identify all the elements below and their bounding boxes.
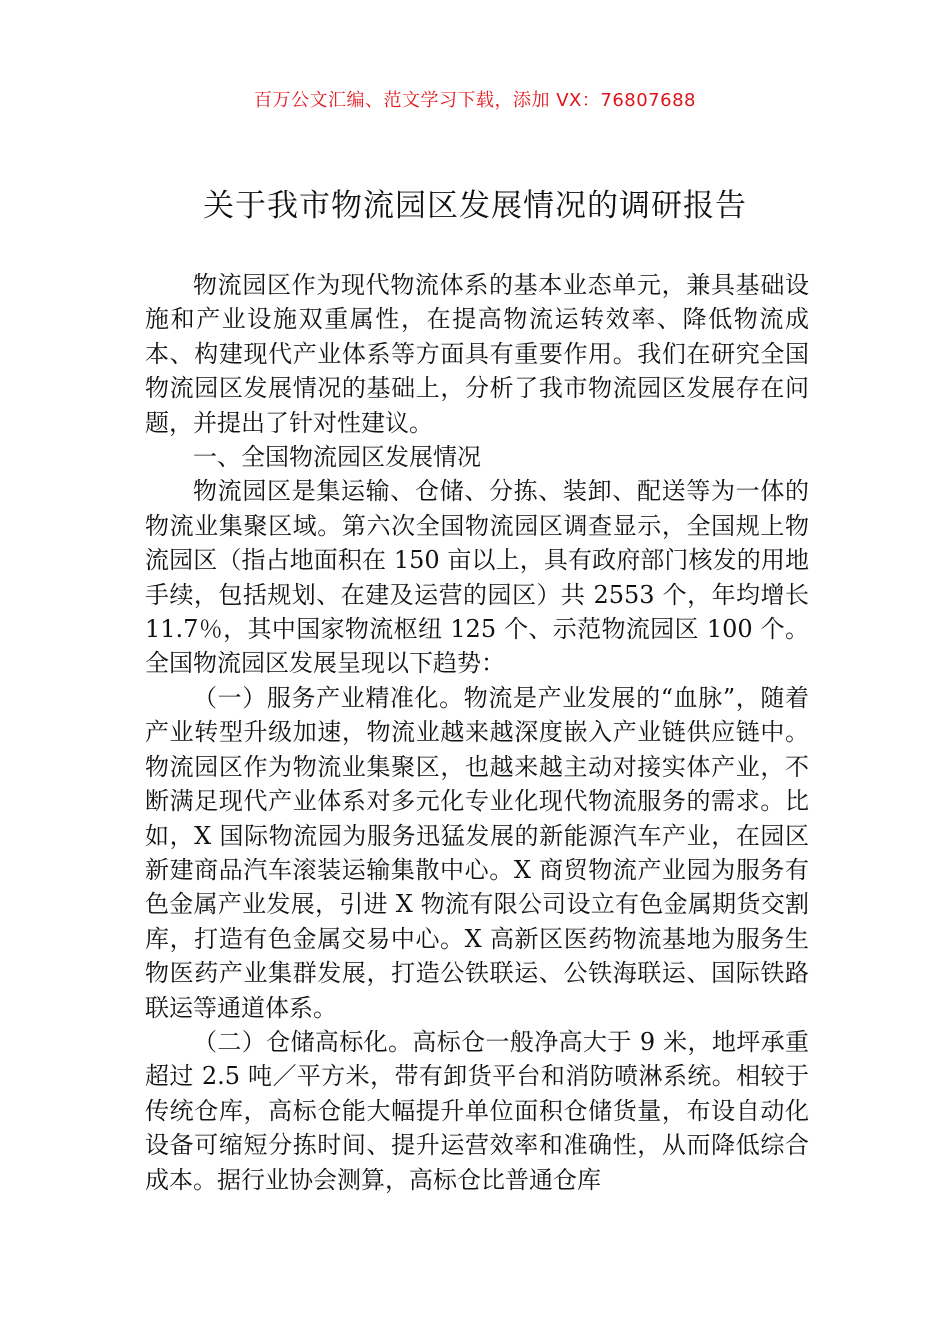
document-body <box>145 268 809 1197</box>
paragraph-trend-2: （二）仓储高标化。高标仓一般净高大于 9 米，地坪承重超过 2.5 吨／平方米，带有卸货平台和消防喷淋系统。相较于传统仓库，高标仓能大幅提升单位面积仓储货量，布设自动化设备可缩短分拣时间、提升运营效率和准确性，从而降低综合成本。据行业协会测算，高标仓比普通仓库 <box>145 1027 809 1194</box>
paragraph-intro: 物流园区作为现代物流体系的基本业态单元，兼具基础设施和产业设施双重属性，在提高物流运转效率、降低物流成本、构建现代产业体系等方面具有重要作用。我们在研究全国物流园区发展情况的基础上，分析了我市物流园区发展存在问题，并提出了针对性建议。 <box>145 271 809 437</box>
promo-banner: 百万公文汇编、范文学习下载，添加 VX：76807688 <box>254 90 696 111</box>
section-heading-1: 一、全国物流园区发展情况 <box>193 443 481 472</box>
paragraph-overview: 物流园区是集运输、仓储、分拣、装卸、配送等为一体的物流业集聚区域。第六次全国物流园区调查显示，全国规上物流园区（指占地面积在 150 亩以上，具有政府部门核发的用地手续，包括规划、在建及运营的园区）共 2553 个，年均增长 11.7％，其中国家物流枢纽 125 个、示范物流园区 100 个。全国物流园区发展呈现以下趋势： <box>145 477 809 678</box>
paragraph-trend-1: （一）服务产业精准化。物流是产业发展的“血脉”，随着产业转型升级加速，物流业越来越深度嵌入产业链供应链中。物流园区作为物流业集聚区，也越来越主动对接实体产业，不断满足现代产业体系对多元化专业化现代物流服务的需求。比如，X 国际物流园为服务迅猛发展的新能源汽车产业，在园区新建商品汽车滚装运输集散中心。X 商贸物流产业园为服务有色金属产业发展，引进 X 物流有限公司设立有色金属期货交割库，打造有色金属交易中心。X 高新区医药物流基地为服务生物医药产业集群发展，打造公铁联运、公铁海联运、国际铁路联运等通道体系。 <box>145 683 809 1022</box>
document-title: 关于我市物流园区发展情况的调研报告 <box>203 188 747 224</box>
